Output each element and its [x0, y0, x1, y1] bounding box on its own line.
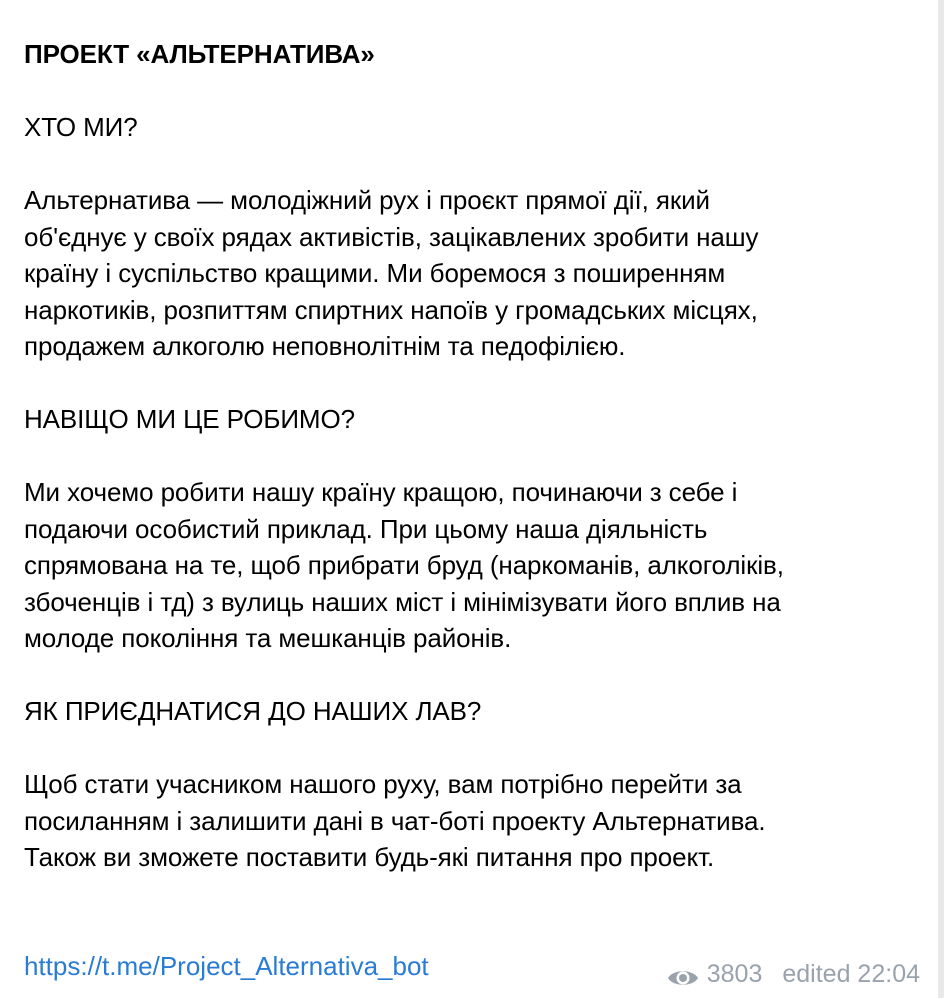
spacer — [24, 730, 920, 767]
spacer — [24, 438, 920, 475]
spacer — [24, 365, 920, 402]
eye-icon — [667, 963, 699, 985]
heading-who: ХТО МИ? — [24, 112, 138, 142]
spacer — [24, 146, 920, 183]
views-count: 3803 — [706, 960, 763, 988]
scrollbar-track[interactable] — [938, 0, 944, 998]
post-body — [24, 36, 920, 876]
edited-time: edited 22:04 — [782, 960, 920, 988]
paragraph-why: Ми хочемо робити нашу країну кращою, починаючи з себе і подаючи особистий приклад. При цьому наша діяльність спрямована на те, щоб прибрати бруд (наркоманів, алкоголіків, збоченців і тд) з вулиць наших міст і мінімізувати його вплив на молоде покоління та мешканців районів. — [24, 477, 784, 653]
spacer — [24, 73, 920, 110]
heading-why: НАВІЩО МИ ЦЕ РОБИМО? — [24, 404, 355, 434]
paragraph-join: Щоб стати учасником нашого руху, вам потрібно перейти за посиланням і залишити дані в чат-боті проекту Альтернатива. Також ви зможете поставити будь-які питання про проект. — [24, 769, 766, 872]
spacer — [24, 657, 920, 694]
heading-join: ЯК ПРИЄДНАТИСЯ ДО НАШИХ ЛАВ? — [24, 696, 482, 726]
paragraph-who: Альтернатива — молодіжний рух і проєкт прямої дії, який об'єднує у своїх рядах активістів, зацікавлених зробити нашу країну і суспільство кращими. Ми боремося з поширенням наркотиків, розпиттям спиртних напоїв у громадських місцях, продажем алкоголю неповнолітнім та педофілією. — [24, 185, 759, 361]
bot-link[interactable]: https://t.me/Project_Alternativa_bot — [24, 951, 429, 981]
post-title: ПРОЕКТ «АЛЬТЕРНАТИВА» — [24, 39, 375, 69]
post-meta — [667, 956, 920, 992]
